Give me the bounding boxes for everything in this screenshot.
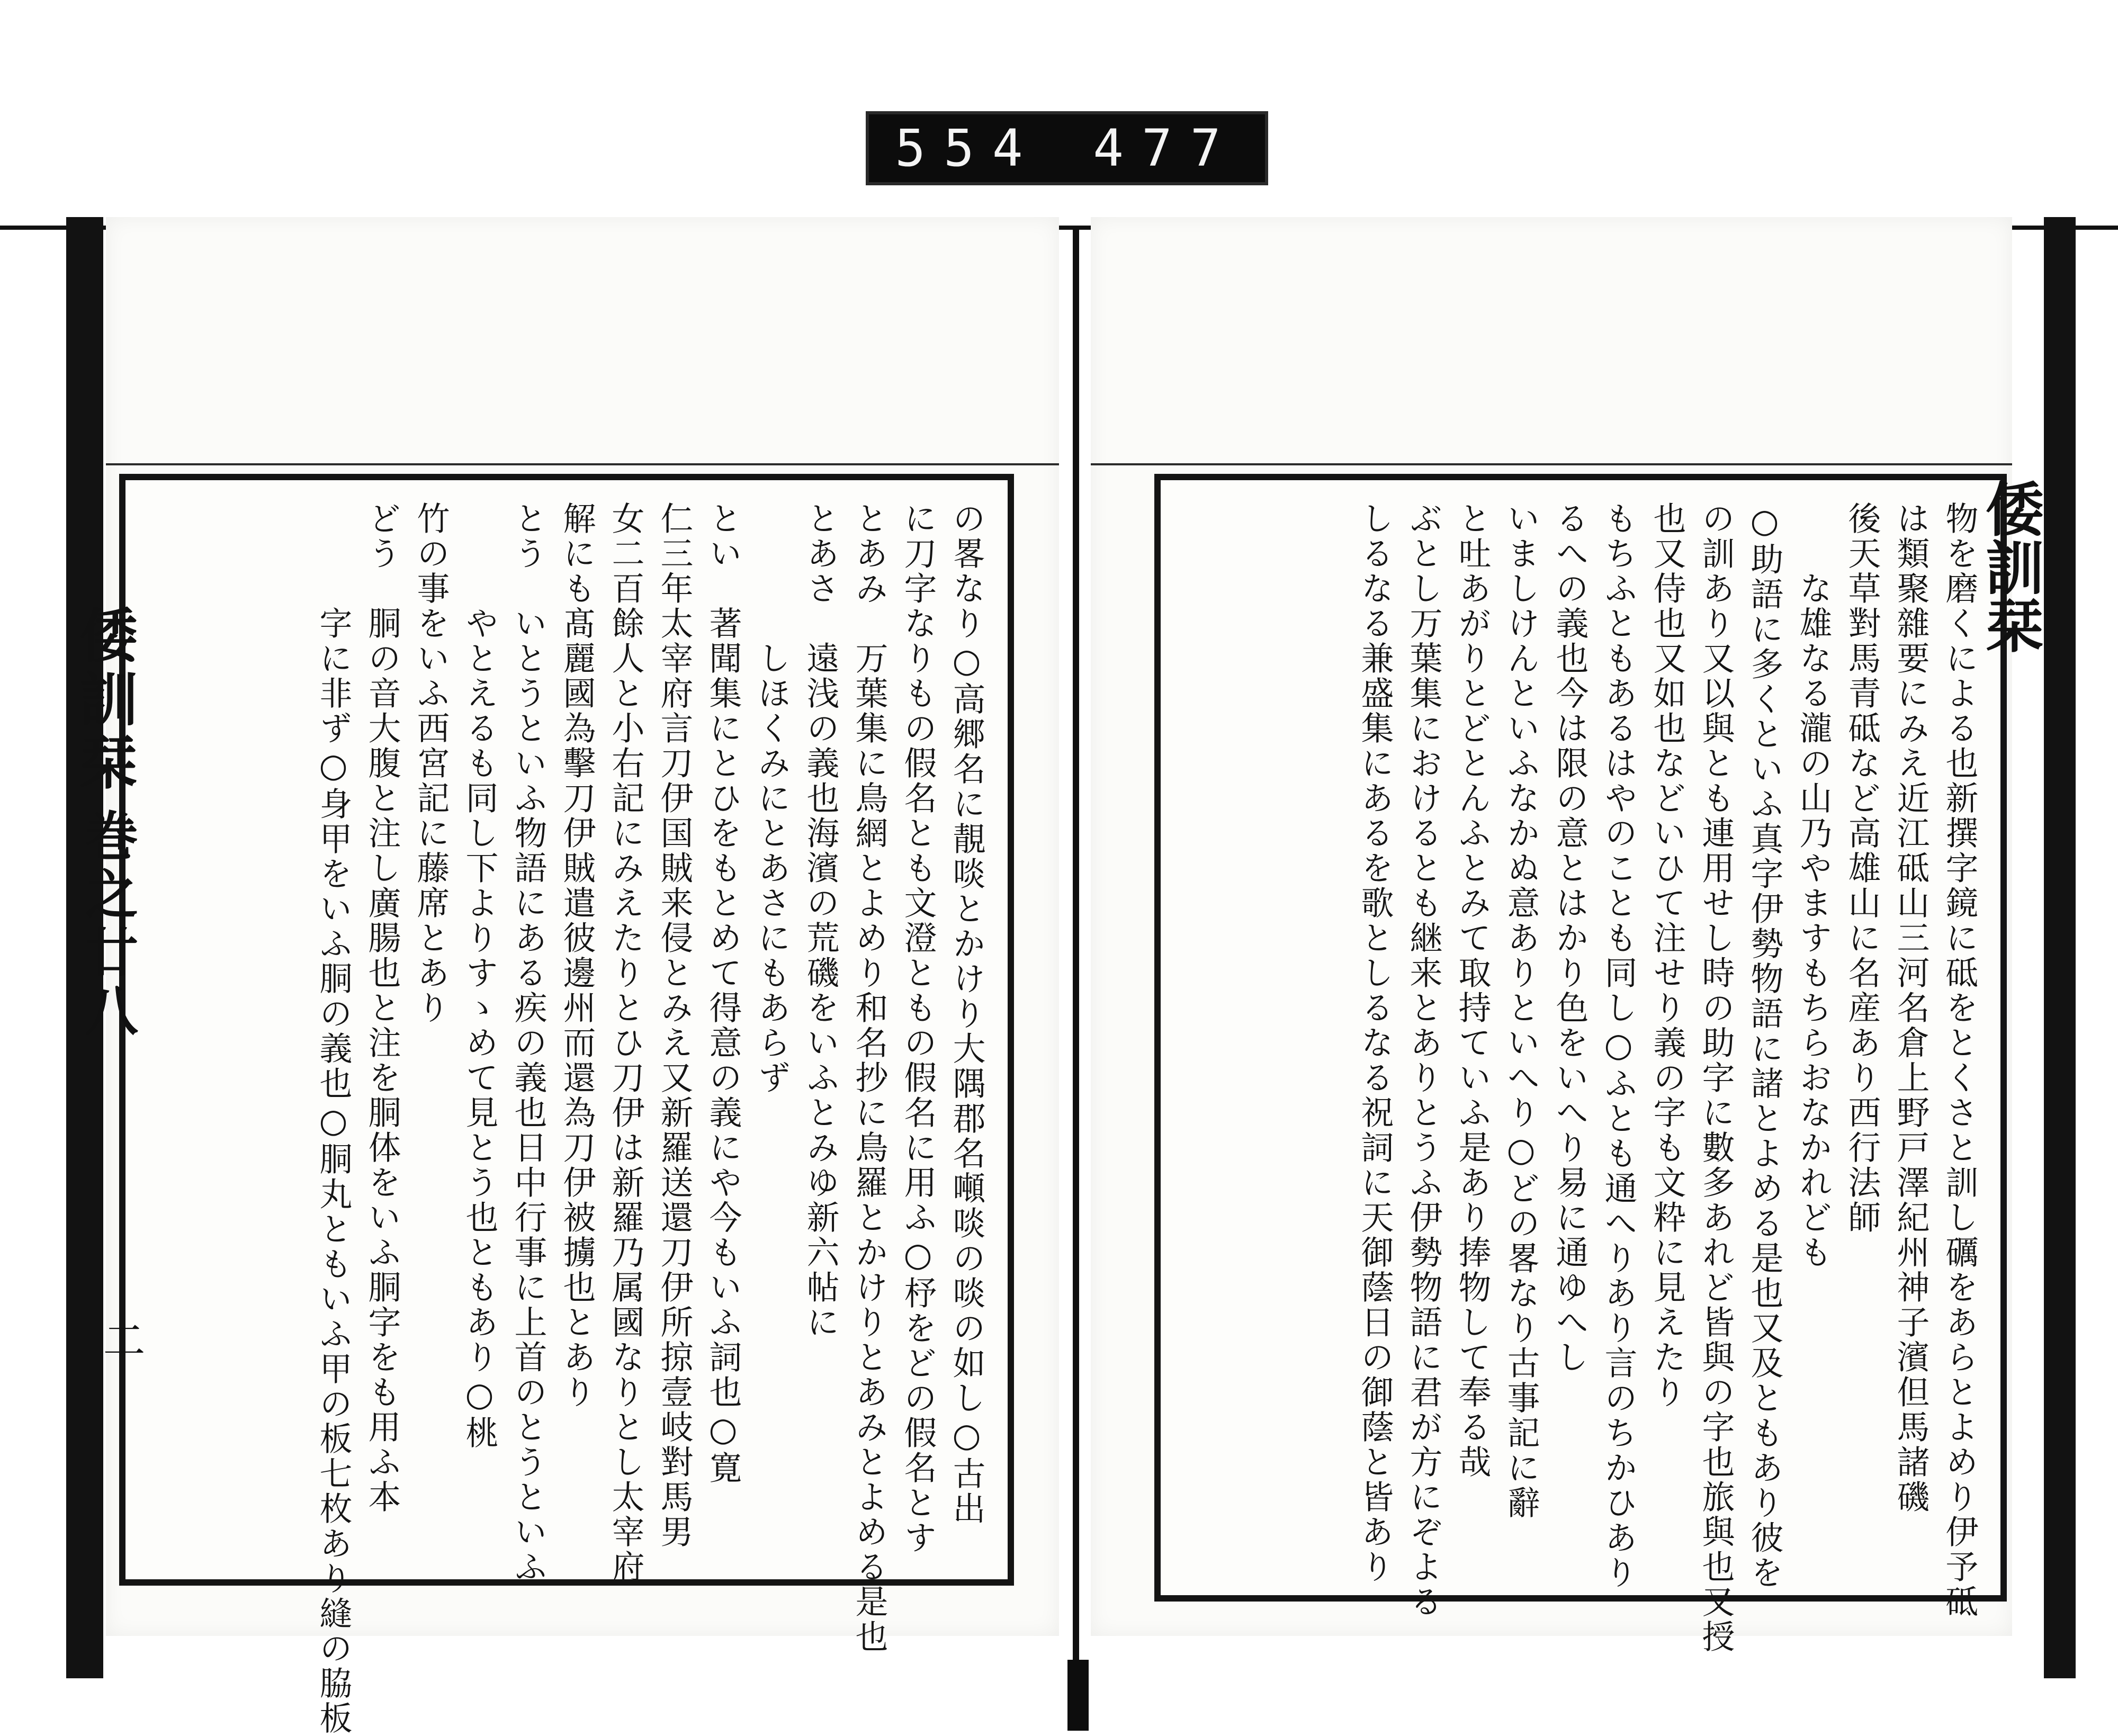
text-column: いましけんといふなかぬ意ありといへり○どの畧なり古事記に辭 bbox=[1502, 501, 1540, 1521]
left-page-rule bbox=[106, 463, 1059, 465]
text-column: と吐あがりとどとんふとみて取持ていふ是あり捧物して奉る哉 bbox=[1453, 501, 1492, 1480]
right-book-title: 倭訓栞 bbox=[1976, 479, 2044, 654]
left-book-title bbox=[70, 479, 146, 1167]
text-column: やとえるも同し下よりすゝめて見とう也ともあり○桃 bbox=[460, 501, 499, 1451]
text-column: どう 胴の音大腹と注し廣腸也と注を胴体をいふ胴字をも用ふ本 bbox=[363, 501, 401, 1515]
text-column: 仁三年太宰府言刀伊国賊来侵とみえ又新羅送還刀伊所掠壹岐對馬男 bbox=[655, 501, 694, 1550]
text-column: 竹の事をいふ西宮記に藤席とあり bbox=[411, 501, 450, 1026]
text-column: の訓あり又以與とも連用せし時の助字に數多あれど皆與の字也旅與也又授 bbox=[1697, 501, 1735, 1654]
text-column: 物を磨くによる也新撰字鏡に砥をとくさと訓し礪をあらとよめり伊予砥 bbox=[1940, 501, 1979, 1620]
text-column: とあさ 遠浅の義也海濱の荒磯をいふとみゆ新六帖に bbox=[801, 501, 840, 1340]
text-column: るへの義也今は限の意とはかり色をいへり易に通ゆへし bbox=[1550, 501, 1589, 1375]
right-text-columns bbox=[1182, 501, 1979, 1654]
text-column: しるなる兼盛集にあるを歌としるなる祝詞に天御蔭日の御蔭と皆あり bbox=[1356, 501, 1394, 1585]
text-column: に刀字なりもの假名とも文澄ともの假名に用ふ○杼をどの假名とす bbox=[899, 501, 937, 1555]
text-column: 後天草對馬青砥など高雄山に名産あり西行法師 bbox=[1843, 501, 1881, 1235]
folio-number: 二 bbox=[96, 1318, 145, 1361]
text-column: とい 著聞集にとひをもとめて得意の義にや今もいふ詞也○寛 bbox=[704, 501, 742, 1486]
text-column: な雄なる瀧の山乃やますもちらおなかれども bbox=[1794, 501, 1833, 1270]
text-column: は類聚雜要にみえ近江砥山三河名倉上野戸澤紀州神子濱但馬諸磯 bbox=[1891, 501, 1930, 1515]
right-page-rule bbox=[1091, 463, 2012, 465]
text-column: の畧なり○高郷名に靚啖とかけり大隅郡名噸啖の啖の如し○古出 bbox=[947, 501, 986, 1526]
right-text-frame bbox=[1154, 474, 2007, 1654]
book-spine bbox=[1073, 228, 1079, 1689]
text-column: とあみ 万葉集に鳥網とよめり和名抄に鳥羅とかけりとあみとよめる是也 bbox=[850, 501, 889, 1654]
text-column: 女二百餘人と小右記にみえたりとひ刀伊は新羅乃属國なりとし太宰府 bbox=[606, 501, 645, 1585]
text-column: ぶとし万葉集におけるとも継来とありとうふ伊勢物語に君が方にぞよる bbox=[1404, 501, 1443, 1620]
text-column: ○助語に多くといふ真字伊勢物語に諸とよめる是也又及ともあり彼を bbox=[1745, 501, 1784, 1590]
right-book-edge bbox=[2044, 217, 2076, 1678]
text-column: とう いとうといふ物語にある疾の義也日中行事に上首のとうといふ bbox=[509, 501, 548, 1585]
call-number-label bbox=[866, 111, 1268, 185]
text-column: 解にも髙麗國為擊刀伊賊遣彼邊州而還為刀伊被擄也とあり bbox=[558, 501, 596, 1410]
text-column: しほくみにとあさにもあらず bbox=[752, 501, 791, 1095]
text-column: 字に非ず○身甲をいふ胴の義也○胴丸ともいふ甲の板七枚あり縫の脇板 bbox=[314, 501, 353, 1736]
spine-tab bbox=[1067, 1660, 1089, 1731]
call-number-right: 477 bbox=[1093, 119, 1239, 178]
left-title-text: 倭訓栞 bbox=[70, 605, 138, 796]
left-text-frame bbox=[119, 474, 1014, 1736]
call-number-left: 554 bbox=[895, 119, 1041, 178]
volume-label: 巻之廿八 bbox=[76, 808, 139, 1041]
text-column: 也又侍也又如也などいひて注せり義の字も文粋に見えたり bbox=[1648, 501, 1686, 1410]
text-column: もちふともあるはやのことも同し○ふとも通へりあり言のちかひあり bbox=[1599, 501, 1638, 1590]
left-text-columns bbox=[147, 501, 986, 1736]
